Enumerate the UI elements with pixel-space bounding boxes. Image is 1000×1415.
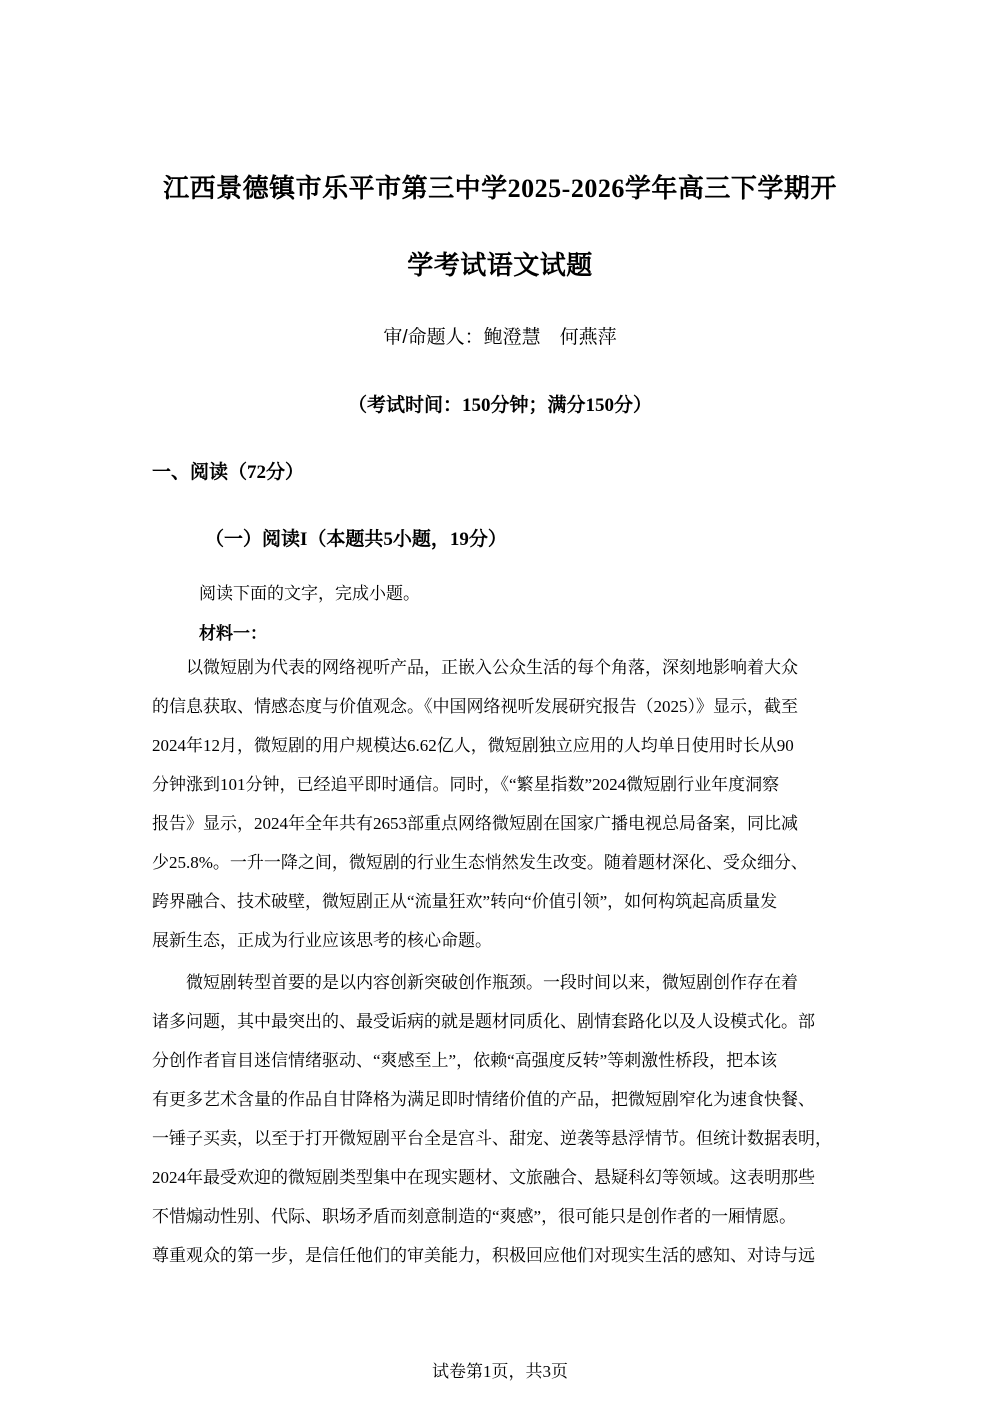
page-footer: 试卷第1页，共3页 — [432, 1362, 568, 1381]
exam-info: （考试时间：150分钟；满分150分） — [347, 395, 652, 416]
paragraph-line: 2024年12月，微短剧的用户规模达6.62亿人，微短剧独立应用的人均单日使用时长从90 — [152, 736, 794, 755]
paragraph-line: 分创作者盲目迷信情绪驱动、“爽感至上”，依赖“高强度反转”等刺激性桥段，把本该 — [152, 1051, 778, 1070]
paragraph-line: 跨界融合、技术破壁，微短剧正从“流量狂欢”转向“价值引领”，如何构筑起高质量发 — [152, 892, 778, 911]
paragraph-line: 的信息获取、情感态度与价值观念。《中国网络视听发展研究报告（2025）》显示，截至 — [152, 697, 798, 716]
paragraph-line: 报告》显示，2024年全年共有2653部重点网络微短剧在国家广播电视总局备案，同比减 — [152, 814, 798, 833]
paragraph-line: 以微短剧为代表的网络视听产品，正嵌入公众生活的每个角落，深刻地影响着大众 — [152, 658, 798, 677]
section-heading: 一、阅读（72分） — [152, 462, 305, 483]
paragraph-line: 不惜煽动性别、代际、职场矛盾而刻意制造的“爽感”，很可能只是创作者的一厢情愿。 — [152, 1207, 797, 1226]
page-title-line-1: 江西景德镇市乐平市第三中学2025-2026学年高三下学期开 — [163, 174, 837, 203]
paragraph-line: 2024年最受欢迎的微短剧类型集中在现实题材、文旅融合、悬疑科幻等领域。这表明那些 — [152, 1168, 815, 1187]
paragraph-line: 少25.8%。一升一降之间，微短剧的行业生态悄然发生改变。随着题材深化、受众细分、 — [152, 853, 808, 872]
material-label: 材料一： — [199, 624, 267, 643]
paragraph-line: 诸多问题，其中最突出的、最受诟病的就是题材同质化、剧情套路化以及人设模式化。部 — [152, 1012, 815, 1031]
paragraph-line: 有更多艺术含量的作品自甘降格为满足即时情绪价值的产品，把微短剧窄化为速食快餐、 — [152, 1090, 815, 1109]
authors-line: 审/命题人：鲍澄慧 何燕萍 — [383, 327, 617, 348]
paragraph-line: 分钟涨到101分钟，已经追平即时通信。同时，《“繁星指数”2024微短剧行业年度洞察 — [152, 775, 780, 794]
subsection-heading: （一）阅读I（本题共5小题，19分） — [205, 529, 507, 550]
paragraph-1 — [152, 648, 852, 960]
paragraph-line: 尊重观众的第一步，是信任他们的审美能力，积极回应他们对现实生活的感知、对诗与远 — [152, 1246, 815, 1265]
paragraph-2 — [152, 963, 852, 1275]
paragraph-line: 一锤子买卖，以至于打开微短剧平台全是宫斗、甜宠、逆袭等悬浮情节。但统计数据表明， — [152, 1129, 832, 1148]
reading-instruction: 阅读下面的文字，完成小题。 — [199, 584, 420, 603]
paragraph-line: 微短剧转型首要的是以内容创新突破创作瓶颈。一段时间以来，微短剧创作存在着 — [152, 973, 798, 992]
page-title-line-2: 学考试语文试题 — [407, 251, 593, 280]
paragraph-line: 展新生态，正成为行业应该思考的核心命题。 — [152, 931, 492, 950]
